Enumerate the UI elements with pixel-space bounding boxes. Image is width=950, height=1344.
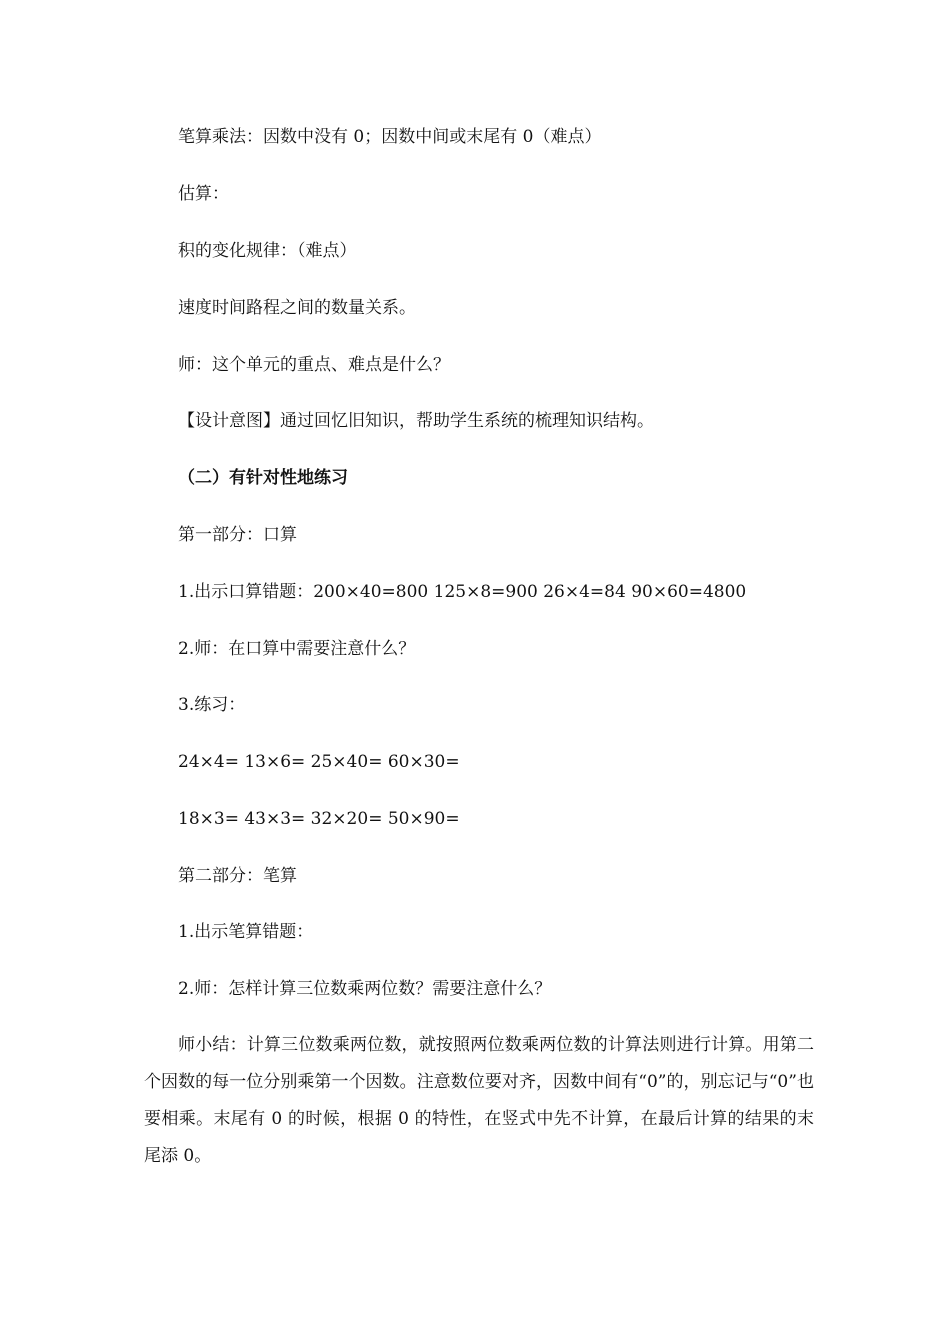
- line-practice-label: 3.练习：: [178, 695, 246, 715]
- line-practice-row-2: 18×3= 43×3= 32×20= 50×90=: [178, 809, 460, 829]
- section-heading: （二）有针对性地练习: [178, 468, 348, 488]
- line-estimation: 估算：: [178, 184, 229, 204]
- line-speed-time-distance: 速度时间路程之间的数量关系。: [178, 298, 416, 318]
- line-practice-row-1: 24×4= 13×6= 25×40= 60×30=: [178, 752, 460, 772]
- line-part-two: 第二部分：笔算: [178, 866, 297, 886]
- line-product-rule: 积的变化规律：（难点）: [178, 241, 357, 261]
- line-part-one: 第一部分：口算: [178, 525, 297, 545]
- line-teacher-question: 师：这个单元的重点、难点是什么？: [178, 355, 450, 375]
- line-written-multiplication: 笔算乘法：因数中没有 0；因数中间或末尾有 0（难点）: [178, 127, 602, 147]
- line-written-question: 2.师：怎样计算三位数乘两位数？需要注意什么？: [178, 979, 552, 999]
- line-oral-errors: 1.出示口算错题：200×40=800 125×8=900 26×4=84 90×60=4800: [178, 582, 747, 602]
- line-written-errors: 1.出示笔算错题：: [178, 922, 314, 942]
- line-design-intent: 【设计意图】通过回忆旧知识，帮助学生系统的梳理知识结构。: [178, 411, 654, 431]
- line-oral-attention: 2.师：在口算中需要注意什么？: [178, 639, 416, 659]
- teacher-summary-paragraph: 师小结：计算三位数乘两位数，就按照两位数乘两位数的计算法则进行计算。用第二个因数的每一位分别乘第一个因数。注意数位要对齐，因数中间有“0”的，别忘记与“0”也要相乘。末尾有 0 的时候，根据 0 的特性，在竖式中先不计算，在最后计算的结果的末尾添 0。: [144, 1035, 814, 1166]
